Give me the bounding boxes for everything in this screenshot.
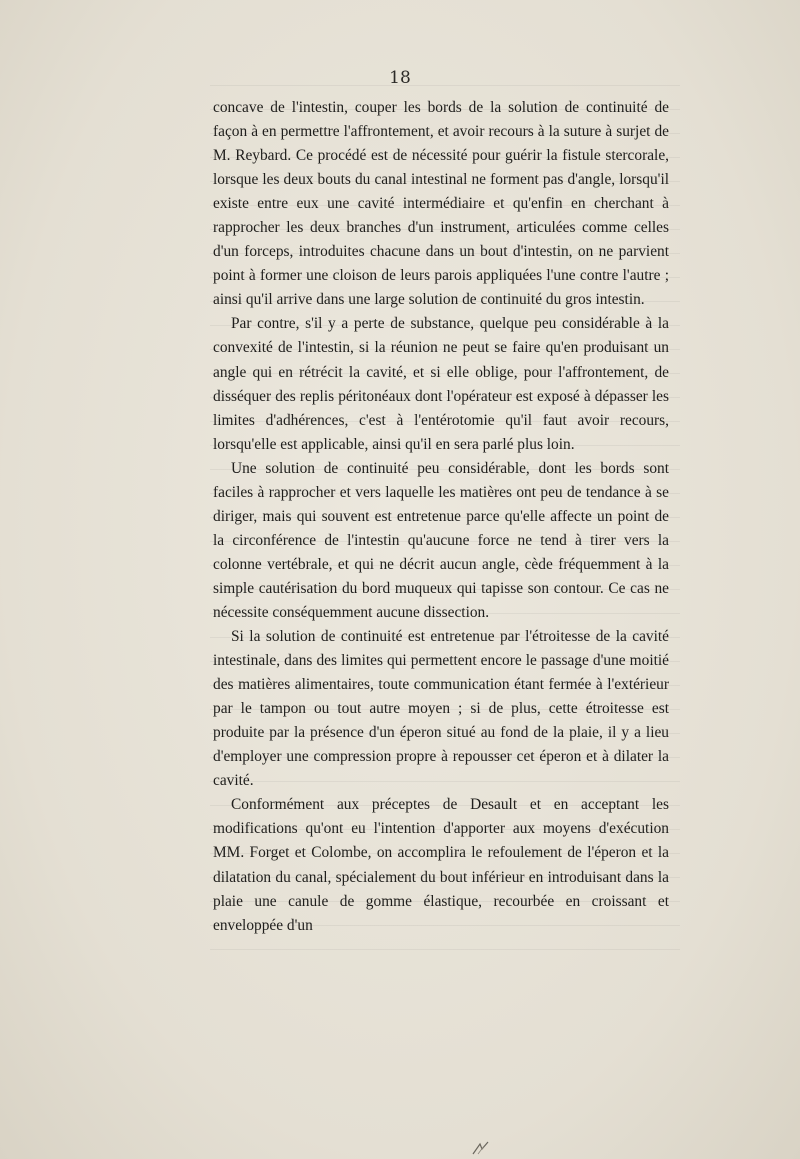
paragraph-5: Conformément aux préceptes de Desault et en acceptant les modifications qu'ont eu l'intention d'apporter aux moyens d'exécution MM. Forget et Colombe, on accomplira le refoulement de l'éperon et la dilatation du canal, spécialement du bout inférieur en introduisant dans la plaie une canule de gomme élastique, recourbée en croissant et enveloppée d'un [213,796,669,934]
paragraph-1: concave de l'intestin, couper les bords de la solution de continuité de façon à en permettre l'affrontement, et avoir recours à la suture à surjet de M. Reybard. Ce procédé est de nécessité pour guérir la fistule stercorale, lorsque les deux bouts du canal intestinal ne forment pas d'angle, lorsqu'il existe entre eux une cavité intermédiaire et qu'enfin en cherchant à rapprocher les deux branches d'un instrument, articulées comme celles d'un forceps, introduites chacune dans un bout d'intestin, on ne parvient point à former une cloison de leurs parois appliquées l'une contre l'autre ; ainsi qu'il arrive dans une large solution de continuité du gros intestin. [213,99,669,309]
page-number: 18 [389,68,411,88]
paragraph-3: Une solution de continuité peu considérable, dont les bords sont faciles à rapprocher et vers laquelle les matières ont peu de tendance à se diriger, mais qui souvent est entretenue parce qu'elle affecte un point de la circonférence de l'intestin qu'aucune force ne tend à tirer vers la colonne vertébrale, et qui ne décrit aucun angle, cède fréquemment à la simple cautérisation du bord muqueux qui tapisse son contour. Ce cas ne nécessite conséquemment aucune dissection. [213,459,669,621]
paragraph-2: Par contre, s'il y a perte de substance, quelque peu considérable à la convexité de l'intestin, si la réunion ne peut se faire qu'en produisant un angle qui en rétrécit la cavité, et si elle oblige, pour l'affrontement, de disséquer des replis péritonéaux dont l'opérateur est exposé à dépasser les limites d'adhérences, c'est à l'entérotomie qu'il faut avoir recours, lorsqu'elle est applicable, ainsi qu'il en sera parlé plus loin. [213,315,669,453]
paragraph-4: Si la solution de continuité est entretenue par l'étroitesse de la cavité intestinale, dans des limites qui permettent encore le passage d'une moitié des matières alimentaires, toute communication étant fermée à l'extérieur par le tampon ou tout autre moyen ; si de plus, cette étroitesse est produite par la présence d'un éperon situé au fond de la plaie, il y a lieu d'employer une compression propre à repousser cet éperon et à dilater la cavité. [213,628,669,790]
ink-mark-icon [470,1140,492,1156]
body-text [213,96,669,938]
